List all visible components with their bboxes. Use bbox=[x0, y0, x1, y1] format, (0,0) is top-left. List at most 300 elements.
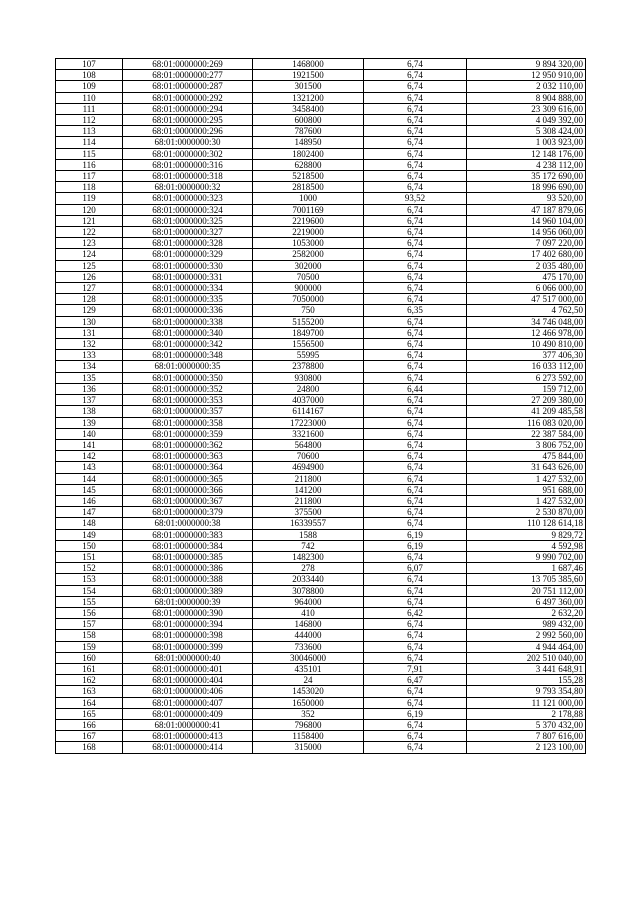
table-row bbox=[56, 697, 586, 708]
row-number: 167 bbox=[56, 731, 123, 742]
table-row bbox=[56, 171, 586, 182]
rate-value: 6,74 bbox=[364, 350, 467, 361]
row-number: 156 bbox=[56, 607, 123, 618]
cadastral-number: 68:01:0000000:367 bbox=[123, 495, 253, 506]
area-value: 4694900 bbox=[253, 462, 364, 473]
cadastral-value: 155,28 bbox=[467, 675, 586, 686]
rate-value: 6,35 bbox=[364, 305, 467, 316]
cadastral-value: 1 687,46 bbox=[467, 563, 586, 574]
row-number: 131 bbox=[56, 327, 123, 338]
area-value: 435101 bbox=[253, 663, 364, 674]
row-number: 135 bbox=[56, 372, 123, 383]
area-value: 2818500 bbox=[253, 182, 364, 193]
cadastral-number: 68:01:0000000:316 bbox=[123, 159, 253, 170]
row-number: 124 bbox=[56, 249, 123, 260]
row-number: 107 bbox=[56, 59, 123, 70]
rate-value: 6,07 bbox=[364, 563, 467, 574]
row-number: 138 bbox=[56, 406, 123, 417]
cadastral-number: 68:01:0000000:364 bbox=[123, 462, 253, 473]
cadastral-value: 2 035 480,00 bbox=[467, 260, 586, 271]
row-number: 118 bbox=[56, 182, 123, 193]
cadastral-number: 68:01:0000000:269 bbox=[123, 59, 253, 70]
cadastral-number: 68:01:0000000:294 bbox=[123, 103, 253, 114]
area-value: 2582000 bbox=[253, 249, 364, 260]
row-number: 143 bbox=[56, 462, 123, 473]
area-value: 17223000 bbox=[253, 417, 364, 428]
cadastral-number: 68:01:0000000:352 bbox=[123, 383, 253, 394]
cadastral-value: 6 066 000,00 bbox=[467, 283, 586, 294]
table-row bbox=[56, 540, 586, 551]
table-row bbox=[56, 193, 586, 204]
row-number: 116 bbox=[56, 159, 123, 170]
cadastral-number: 68:01:0000000:32 bbox=[123, 182, 253, 193]
row-number: 151 bbox=[56, 551, 123, 562]
area-value: 1588 bbox=[253, 529, 364, 540]
area-value: 24800 bbox=[253, 383, 364, 394]
cadastral-number: 68:01:0000000:331 bbox=[123, 271, 253, 282]
area-value: 3458400 bbox=[253, 103, 364, 114]
cadastral-number: 68:01:0000000:398 bbox=[123, 630, 253, 641]
cadastral-value: 41 209 485,58 bbox=[467, 406, 586, 417]
cadastral-value: 116 083 020,00 bbox=[467, 417, 586, 428]
table-row bbox=[56, 372, 586, 383]
table-row bbox=[56, 227, 586, 238]
table-row bbox=[56, 484, 586, 495]
cadastral-value: 23 309 616,00 bbox=[467, 103, 586, 114]
row-number: 161 bbox=[56, 663, 123, 674]
area-value: 16339557 bbox=[253, 518, 364, 529]
rate-value: 6,74 bbox=[364, 260, 467, 271]
cadastral-number: 68:01:0000000:404 bbox=[123, 675, 253, 686]
cadastral-value: 47 187 879,06 bbox=[467, 204, 586, 215]
table-row bbox=[56, 249, 586, 260]
cadastral-value: 1 427 532,00 bbox=[467, 495, 586, 506]
row-number: 162 bbox=[56, 675, 123, 686]
row-number: 128 bbox=[56, 294, 123, 305]
table-body bbox=[56, 59, 586, 754]
row-number: 127 bbox=[56, 283, 123, 294]
cadastral-value: 2 123 100,00 bbox=[467, 742, 586, 753]
rate-value: 6,74 bbox=[364, 227, 467, 238]
row-number: 144 bbox=[56, 473, 123, 484]
rate-value: 6,74 bbox=[364, 283, 467, 294]
table-row bbox=[56, 619, 586, 630]
area-value: 6114167 bbox=[253, 406, 364, 417]
area-value: 30046000 bbox=[253, 652, 364, 663]
area-value: 1482300 bbox=[253, 551, 364, 562]
area-value: 146800 bbox=[253, 619, 364, 630]
rate-value: 6,74 bbox=[364, 417, 467, 428]
row-number: 166 bbox=[56, 719, 123, 730]
rate-value: 6,74 bbox=[364, 316, 467, 327]
cadastral-value: 27 209 380,00 bbox=[467, 395, 586, 406]
cadastral-number: 68:01:0000000:406 bbox=[123, 686, 253, 697]
table-row bbox=[56, 529, 586, 540]
area-value: 1849700 bbox=[253, 327, 364, 338]
table-row bbox=[56, 260, 586, 271]
rate-value: 6,74 bbox=[364, 204, 467, 215]
area-value: 7050000 bbox=[253, 294, 364, 305]
cadastral-number: 68:01:0000000:30 bbox=[123, 137, 253, 148]
cadastral-value: 14 956 060,00 bbox=[467, 227, 586, 238]
row-number: 115 bbox=[56, 148, 123, 159]
row-number: 130 bbox=[56, 316, 123, 327]
cadastral-value: 18 996 690,00 bbox=[467, 182, 586, 193]
table-row bbox=[56, 563, 586, 574]
cadastral-value: 10 490 810,00 bbox=[467, 339, 586, 350]
row-number: 122 bbox=[56, 227, 123, 238]
cadastral-value: 31 643 626,00 bbox=[467, 462, 586, 473]
cadastral-number: 68:01:0000000:336 bbox=[123, 305, 253, 316]
area-value: 733600 bbox=[253, 641, 364, 652]
cadastral-number: 68:01:0000000:390 bbox=[123, 607, 253, 618]
table-row bbox=[56, 126, 586, 137]
table-row bbox=[56, 585, 586, 596]
table-row bbox=[56, 339, 586, 350]
row-number: 154 bbox=[56, 585, 123, 596]
area-value: 2378800 bbox=[253, 361, 364, 372]
table-row bbox=[56, 652, 586, 663]
cadastral-number: 68:01:0000000:41 bbox=[123, 719, 253, 730]
rate-value: 6,74 bbox=[364, 641, 467, 652]
cadastral-number: 68:01:0000000:295 bbox=[123, 115, 253, 126]
table-row bbox=[56, 406, 586, 417]
row-number: 134 bbox=[56, 361, 123, 372]
area-value: 211800 bbox=[253, 473, 364, 484]
row-number: 150 bbox=[56, 540, 123, 551]
rate-value: 6,74 bbox=[364, 395, 467, 406]
rate-value: 6,74 bbox=[364, 596, 467, 607]
area-value: 964000 bbox=[253, 596, 364, 607]
table-row bbox=[56, 316, 586, 327]
row-number: 153 bbox=[56, 574, 123, 585]
cadastral-value: 6 273 592,00 bbox=[467, 372, 586, 383]
area-value: 1000 bbox=[253, 193, 364, 204]
area-value: 5155200 bbox=[253, 316, 364, 327]
table-row bbox=[56, 271, 586, 282]
row-number: 112 bbox=[56, 115, 123, 126]
row-number: 160 bbox=[56, 652, 123, 663]
cadastral-value-table bbox=[55, 58, 586, 754]
cadastral-number: 68:01:0000000:329 bbox=[123, 249, 253, 260]
cadastral-value: 951 688,00 bbox=[467, 484, 586, 495]
cadastral-number: 68:01:0000000:318 bbox=[123, 171, 253, 182]
row-number: 137 bbox=[56, 395, 123, 406]
cadastral-value: 9 990 702,00 bbox=[467, 551, 586, 562]
table-row bbox=[56, 507, 586, 518]
cadastral-value: 5 370 432,00 bbox=[467, 719, 586, 730]
cadastral-number: 68:01:0000000:407 bbox=[123, 697, 253, 708]
table-row bbox=[56, 462, 586, 473]
rate-value: 6,74 bbox=[364, 697, 467, 708]
cadastral-value: 9 894 320,00 bbox=[467, 59, 586, 70]
table-row bbox=[56, 417, 586, 428]
table-row bbox=[56, 182, 586, 193]
cadastral-value: 3 441 648,91 bbox=[467, 663, 586, 674]
area-value: 930800 bbox=[253, 372, 364, 383]
table-row bbox=[56, 742, 586, 753]
rate-value: 6,74 bbox=[364, 731, 467, 742]
table-row bbox=[56, 283, 586, 294]
rate-value: 6,74 bbox=[364, 462, 467, 473]
row-number: 121 bbox=[56, 215, 123, 226]
row-number: 126 bbox=[56, 271, 123, 282]
cadastral-number: 68:01:0000000:334 bbox=[123, 283, 253, 294]
area-value: 1321200 bbox=[253, 92, 364, 103]
cadastral-number: 68:01:0000000:35 bbox=[123, 361, 253, 372]
cadastral-value: 17 402 680,00 bbox=[467, 249, 586, 260]
cadastral-value: 8 904 888,00 bbox=[467, 92, 586, 103]
row-number: 148 bbox=[56, 518, 123, 529]
cadastral-value: 475 170,00 bbox=[467, 271, 586, 282]
area-value: 148950 bbox=[253, 137, 364, 148]
area-value: 315000 bbox=[253, 742, 364, 753]
cadastral-value: 12 148 176,00 bbox=[467, 148, 586, 159]
area-value: 796800 bbox=[253, 719, 364, 730]
cadastral-number: 68:01:0000000:277 bbox=[123, 70, 253, 81]
cadastral-value: 3 806 752,00 bbox=[467, 439, 586, 450]
table-row bbox=[56, 675, 586, 686]
rate-value: 6,74 bbox=[364, 103, 467, 114]
cadastral-value: 34 746 048,00 bbox=[467, 316, 586, 327]
cadastral-value: 16 033 112,00 bbox=[467, 361, 586, 372]
rate-value: 6,74 bbox=[364, 686, 467, 697]
cadastral-value: 12 950 910,00 bbox=[467, 70, 586, 81]
rate-value: 6,74 bbox=[364, 159, 467, 170]
cadastral-number: 68:01:0000000:383 bbox=[123, 529, 253, 540]
area-value: 3078800 bbox=[253, 585, 364, 596]
table-row bbox=[56, 630, 586, 641]
row-number: 142 bbox=[56, 451, 123, 462]
cadastral-number: 68:01:0000000:389 bbox=[123, 585, 253, 596]
rate-value: 6,74 bbox=[364, 451, 467, 462]
cadastral-number: 68:01:0000000:287 bbox=[123, 81, 253, 92]
cadastral-value: 989 432,00 bbox=[467, 619, 586, 630]
table-row bbox=[56, 204, 586, 215]
rate-value: 6,42 bbox=[364, 607, 467, 618]
table-row bbox=[56, 103, 586, 114]
rate-value: 6,74 bbox=[364, 630, 467, 641]
area-value: 787600 bbox=[253, 126, 364, 137]
cadastral-number: 68:01:0000000:394 bbox=[123, 619, 253, 630]
row-number: 164 bbox=[56, 697, 123, 708]
cadastral-number: 68:01:0000000:363 bbox=[123, 451, 253, 462]
table-row bbox=[56, 215, 586, 226]
cadastral-number: 68:01:0000000:358 bbox=[123, 417, 253, 428]
row-number: 114 bbox=[56, 137, 123, 148]
cadastral-number: 68:01:0000000:302 bbox=[123, 148, 253, 159]
area-value: 1053000 bbox=[253, 238, 364, 249]
row-number: 155 bbox=[56, 596, 123, 607]
cadastral-number: 68:01:0000000:340 bbox=[123, 327, 253, 338]
cadastral-value: 35 172 690,00 bbox=[467, 171, 586, 182]
row-number: 111 bbox=[56, 103, 123, 114]
area-value: 302000 bbox=[253, 260, 364, 271]
row-number: 145 bbox=[56, 484, 123, 495]
row-number: 125 bbox=[56, 260, 123, 271]
table-row bbox=[56, 361, 586, 372]
table-row bbox=[56, 350, 586, 361]
row-number: 120 bbox=[56, 204, 123, 215]
row-number: 165 bbox=[56, 708, 123, 719]
row-number: 168 bbox=[56, 742, 123, 753]
cadastral-value: 7 097 220,00 bbox=[467, 238, 586, 249]
table-row bbox=[56, 607, 586, 618]
row-number: 163 bbox=[56, 686, 123, 697]
rate-value: 6,74 bbox=[364, 518, 467, 529]
area-value: 1921500 bbox=[253, 70, 364, 81]
table-row bbox=[56, 686, 586, 697]
area-value: 70600 bbox=[253, 451, 364, 462]
row-number: 109 bbox=[56, 81, 123, 92]
area-value: 1650000 bbox=[253, 697, 364, 708]
rate-value: 6,74 bbox=[364, 372, 467, 383]
rate-value: 6,47 bbox=[364, 675, 467, 686]
cadastral-number: 68:01:0000000:353 bbox=[123, 395, 253, 406]
cadastral-number: 68:01:0000000:388 bbox=[123, 574, 253, 585]
area-value: 375500 bbox=[253, 507, 364, 518]
row-number: 141 bbox=[56, 439, 123, 450]
table-row bbox=[56, 148, 586, 159]
cadastral-value: 7 807 616,00 bbox=[467, 731, 586, 742]
row-number: 132 bbox=[56, 339, 123, 350]
cadastral-number: 68:01:0000000:40 bbox=[123, 652, 253, 663]
rate-value: 6,74 bbox=[364, 339, 467, 350]
table-row bbox=[56, 92, 586, 103]
cadastral-value: 6 497 360,00 bbox=[467, 596, 586, 607]
area-value: 70500 bbox=[253, 271, 364, 282]
area-value: 4037000 bbox=[253, 395, 364, 406]
area-value: 7001169 bbox=[253, 204, 364, 215]
rate-value: 6,74 bbox=[364, 115, 467, 126]
table-row bbox=[56, 428, 586, 439]
row-number: 133 bbox=[56, 350, 123, 361]
table-row bbox=[56, 305, 586, 316]
cadastral-number: 68:01:0000000:386 bbox=[123, 563, 253, 574]
cadastral-value: 4 592,98 bbox=[467, 540, 586, 551]
table-row bbox=[56, 294, 586, 305]
cadastral-number: 68:01:0000000:327 bbox=[123, 227, 253, 238]
cadastral-number: 68:01:0000000:328 bbox=[123, 238, 253, 249]
row-number: 158 bbox=[56, 630, 123, 641]
rate-value: 6,74 bbox=[364, 271, 467, 282]
table-row bbox=[56, 59, 586, 70]
table-row bbox=[56, 383, 586, 394]
cadastral-number: 68:01:0000000:401 bbox=[123, 663, 253, 674]
cadastral-number: 68:01:0000000:385 bbox=[123, 551, 253, 562]
rate-value: 6,74 bbox=[364, 652, 467, 663]
table-row bbox=[56, 395, 586, 406]
cadastral-number: 68:01:0000000:350 bbox=[123, 372, 253, 383]
rate-value: 6,74 bbox=[364, 719, 467, 730]
area-value: 2219600 bbox=[253, 215, 364, 226]
area-value: 141200 bbox=[253, 484, 364, 495]
table-row bbox=[56, 663, 586, 674]
cadastral-number: 68:01:0000000:413 bbox=[123, 731, 253, 742]
table-row bbox=[56, 708, 586, 719]
rate-value: 6,74 bbox=[364, 507, 467, 518]
cadastral-value: 22 387 584,00 bbox=[467, 428, 586, 439]
cadastral-value: 4 049 392,00 bbox=[467, 115, 586, 126]
rate-value: 6,19 bbox=[364, 540, 467, 551]
cadastral-number: 68:01:0000000:292 bbox=[123, 92, 253, 103]
row-number: 129 bbox=[56, 305, 123, 316]
area-value: 352 bbox=[253, 708, 364, 719]
table-row bbox=[56, 70, 586, 81]
row-number: 110 bbox=[56, 92, 123, 103]
rate-value: 6,74 bbox=[364, 81, 467, 92]
rate-value: 93,52 bbox=[364, 193, 467, 204]
cadastral-number: 68:01:0000000:296 bbox=[123, 126, 253, 137]
rate-value: 6,74 bbox=[364, 182, 467, 193]
cadastral-value: 202 510 040,00 bbox=[467, 652, 586, 663]
area-value: 24 bbox=[253, 675, 364, 686]
cadastral-value: 475 844,00 bbox=[467, 451, 586, 462]
table-row bbox=[56, 551, 586, 562]
rate-value: 6,74 bbox=[364, 327, 467, 338]
row-number: 117 bbox=[56, 171, 123, 182]
rate-value: 6,74 bbox=[364, 249, 467, 260]
table-row bbox=[56, 159, 586, 170]
area-value: 55995 bbox=[253, 350, 364, 361]
cadastral-number: 68:01:0000000:324 bbox=[123, 204, 253, 215]
rate-value: 6,74 bbox=[364, 361, 467, 372]
cadastral-number: 68:01:0000000:409 bbox=[123, 708, 253, 719]
cadastral-value: 159 712,00 bbox=[467, 383, 586, 394]
table-row bbox=[56, 473, 586, 484]
area-value: 444000 bbox=[253, 630, 364, 641]
cadastral-value: 20 751 112,00 bbox=[467, 585, 586, 596]
cadastral-number: 68:01:0000000:342 bbox=[123, 339, 253, 350]
area-value: 2219000 bbox=[253, 227, 364, 238]
cadastral-number: 68:01:0000000:365 bbox=[123, 473, 253, 484]
cadastral-number: 68:01:0000000:414 bbox=[123, 742, 253, 753]
cadastral-value: 2 632,20 bbox=[467, 607, 586, 618]
cadastral-value: 93 520,00 bbox=[467, 193, 586, 204]
row-number: 113 bbox=[56, 126, 123, 137]
table-row bbox=[56, 596, 586, 607]
table-row bbox=[56, 115, 586, 126]
cadastral-value: 11 121 000,00 bbox=[467, 697, 586, 708]
area-value: 278 bbox=[253, 563, 364, 574]
cadastral-value: 2 178,88 bbox=[467, 708, 586, 719]
rate-value: 6,74 bbox=[364, 171, 467, 182]
rate-value: 6,74 bbox=[364, 484, 467, 495]
row-number: 123 bbox=[56, 238, 123, 249]
cadastral-value: 47 517 000,00 bbox=[467, 294, 586, 305]
area-value: 1453020 bbox=[253, 686, 364, 697]
rate-value: 6,74 bbox=[364, 428, 467, 439]
cadastral-value: 12 466 978,00 bbox=[467, 327, 586, 338]
rate-value: 6,74 bbox=[364, 406, 467, 417]
cadastral-number: 68:01:0000000:359 bbox=[123, 428, 253, 439]
rate-value: 6,74 bbox=[364, 742, 467, 753]
area-value: 1802400 bbox=[253, 148, 364, 159]
area-value: 301500 bbox=[253, 81, 364, 92]
rate-value: 6,74 bbox=[364, 148, 467, 159]
cadastral-number: 68:01:0000000:323 bbox=[123, 193, 253, 204]
table-row bbox=[56, 518, 586, 529]
cadastral-number: 68:01:0000000:379 bbox=[123, 507, 253, 518]
cadastral-number: 68:01:0000000:338 bbox=[123, 316, 253, 327]
cadastral-number: 68:01:0000000:384 bbox=[123, 540, 253, 551]
table-row bbox=[56, 81, 586, 92]
rate-value: 6,44 bbox=[364, 383, 467, 394]
table-row bbox=[56, 641, 586, 652]
area-value: 410 bbox=[253, 607, 364, 618]
cadastral-value: 2 530 870,00 bbox=[467, 507, 586, 518]
rate-value: 6,74 bbox=[364, 439, 467, 450]
